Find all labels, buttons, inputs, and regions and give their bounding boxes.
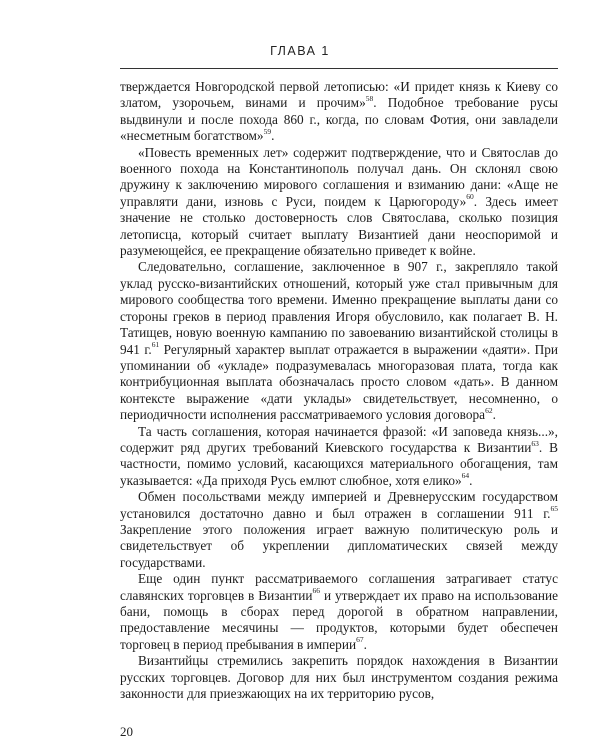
footnote-ref: 64 — [461, 471, 470, 481]
text-run: . — [469, 472, 473, 488]
text-run: Следовательно, соглашение, заключенное в 907 г., закрепляло такой уклад русско-византийских отношений, который уже стал привычным для мирового сообщества того времени. Именно прекращение выплаты дани со стороны греков в период правления Игоря обусловило, как полагает В. Н. Татищев, новую военную кампанию по завоеванию византийской столицы в 941 г. — [120, 259, 558, 357]
paragraph-7 — [120, 653, 558, 702]
text-run: . В частности, помимо условий, касающихся материального обогащения, там указывается: «Да приходя Русь емлют слюбное, хотя елико» — [120, 439, 558, 488]
running-head-chapter: ГЛАВА 1 — [270, 44, 330, 58]
paragraph-1 — [120, 79, 558, 145]
text-run: Регулярный характер выплат отражается в выражении «даяти». При упоминании об «укладе» подразумевалась многоразовая плата, тогда как контрибуционная выплата обозначалась просто словом «дать». В данном контексте выражение «дати уклады» свидетельствует, несомненно, о периодичности исполнения рассматриваемого условия договора — [120, 341, 558, 423]
text-run: Обмен посольствами между империей и Древнерусским государством установился достаточно давно и был отражен в соглашении 911 г. — [120, 489, 558, 521]
page-number: 20 — [120, 724, 133, 739]
text-run: Та часть соглашения, которая начинается фразой: «И заповеда князь...», содержит ряд других требований Киевского государства к Византии — [120, 423, 558, 455]
text-run: тверждается Новгородской первой летописью: «И придет князь к Киеву со златом, узорочьем, винами и прочим» — [120, 79, 558, 111]
paragraph-5 — [120, 489, 558, 571]
footnote-ref: 58 — [365, 93, 374, 103]
footnote-ref: 62 — [485, 405, 493, 415]
text-run: «Повесть временных лет» содержит подтверждение, что и Святослав до военного похода на Константинополь получал дань. Он склонял свою дружину к заключению мирового соглашения и взиманию дани: «Аще не управляти дани, изновь с Руси, поидем к Царюгороду» — [120, 144, 558, 209]
paragraph-2 — [120, 145, 558, 260]
paragraph-6 — [120, 571, 558, 653]
text-run: и утверждает их право на использование бани, помощь в сборах перед дорогой в обратном направлении, предоставление месячины — продуктов, которыми будет обеспечен торговец в период пребывания в империи — [120, 587, 559, 652]
body-text — [120, 79, 558, 702]
text-run: . — [271, 128, 275, 144]
footnote-ref: 61 — [151, 340, 160, 350]
paragraph-3 — [120, 259, 558, 423]
footnote-ref: 66 — [312, 586, 321, 596]
footnote-ref: 59 — [263, 126, 272, 136]
footnote-ref: 67 — [356, 635, 364, 645]
text-run: . Здесь имеет значение не столько достоверность слов Святослава, сколько позиция летописца, который считает выплату Византией дани неоспоримой и разумеющейся, ее прекращение обязательно приведет к войне. — [120, 193, 558, 259]
footnote-ref: 60 — [466, 192, 474, 202]
text-run: . — [492, 407, 496, 423]
text-run: . — [363, 636, 367, 652]
header-rule — [120, 68, 558, 69]
text-run: Закрепление этого положения играет важную политическую роль и свидетельствует об укреплении дипломатических связей между государствами. — [120, 521, 558, 570]
footnote-ref: 65 — [550, 504, 558, 514]
paragraph-4 — [120, 424, 558, 490]
footnote-ref: 63 — [531, 438, 539, 448]
text-run: Еще один пункт рассматриваемого соглашения затрагивает статус славянских торговцев в Византии — [120, 571, 558, 603]
text-run: . Подобное требование русы выдвинули и после похода 860 г., когда, по словам Фотия, они завладели «несметным богатством» — [120, 95, 558, 144]
text-run: Византийцы стремились закрепить порядок нахождения в Византии русских торговцев. Договор для них был инструментом создания режима законности для приезжающих на их территорию русов, — [120, 653, 558, 702]
